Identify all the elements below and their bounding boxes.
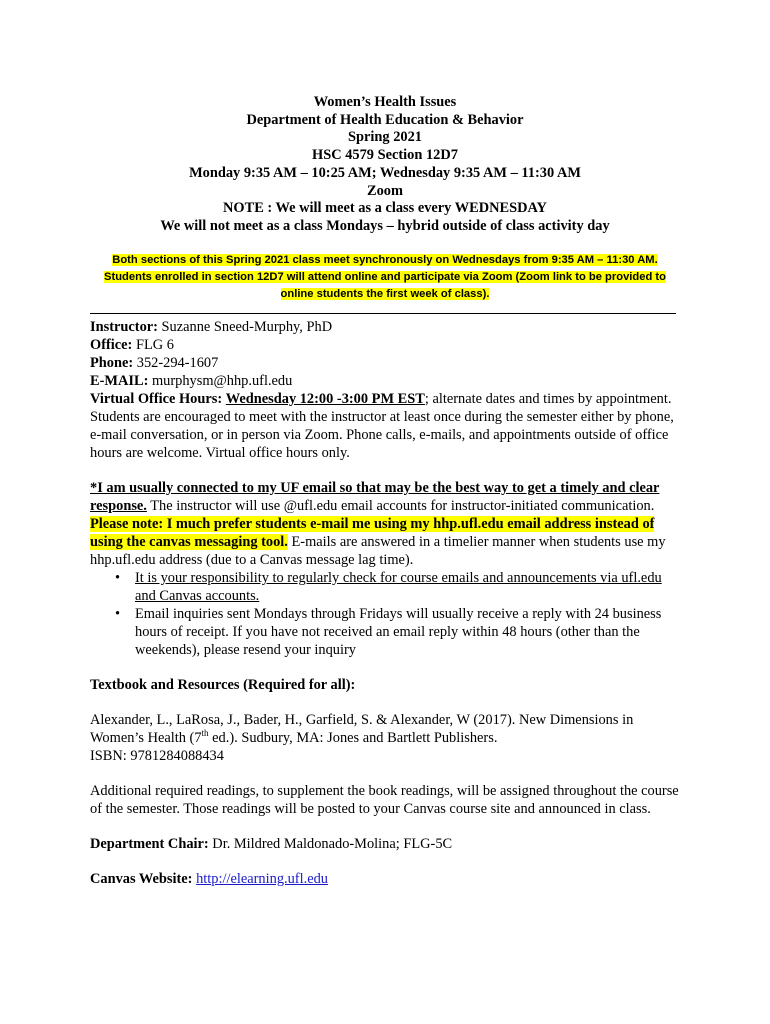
office-hours-value: Wednesday 12:00 -3:00 PM EST: [225, 391, 425, 407]
notice-line-1: Both sections of this Spring 2021 class meet synchronously on Wednesdays from 9:35 AM – 11:30 AM.: [112, 254, 658, 266]
instructor-value: Suzanne Sneed-Murphy, PhD: [157, 319, 333, 335]
office-label: Office:: [90, 337, 133, 353]
textbook-citation: [90, 711, 680, 747]
department-name: Department of Health Education & Behavior: [246, 111, 524, 128]
email-policy-paragraph: [90, 479, 680, 569]
canvas-website-link[interactable]: http://elearning.ufl.edu: [196, 871, 328, 887]
notice-line-2: Students enrolled in section 12D7 will attend online and participate via Zoom (Zoom link to be provided to: [104, 271, 666, 284]
bullet-icon: •: [115, 570, 121, 586]
email-preference-highlight: Please note: I much prefer students e-mail me using my hhp.ufl.edu email address instead of using the canvas messaging tool.: [90, 516, 655, 550]
course-title: Women’s Health Issues: [313, 94, 457, 110]
list-item: [115, 569, 680, 605]
bullet-text-1: It is your responsibility to regularly check for course emails and announcements via ufl.edu and Canvas accounts.: [135, 570, 662, 604]
textbook-heading-text: Textbook and Resources (Required for all):: [90, 677, 356, 693]
office-hours-details: ; alternate dates and times by appointment. Students are encouraged to meet with the instructor at least once during the semester either by phone, e-mail conversation, or in person via Zoom. Phone calls, e-mails, and appointments outside of office hours are welcome. Virtual office hours only.: [90, 391, 674, 461]
canvas-website-line: [90, 870, 680, 888]
instructor-line: [90, 318, 680, 336]
email-value: murphysm@hhp.ufl.edu: [148, 373, 293, 389]
syllabus-body: [90, 318, 680, 888]
bullet-icon: •: [115, 606, 121, 622]
email-policy-text-2: E-mails are answered in a timelier manner when students use my hhp.ufl.edu address (due to a Canvas message lag time).: [90, 534, 666, 568]
email-line: [90, 372, 680, 390]
department-chair-line: [90, 835, 680, 853]
meeting-schedule: Monday 9:35 AM – 10:25 AM; Wednesday 9:35 AM – 11:30 AM: [189, 164, 581, 181]
office-value: FLG 6: [132, 337, 174, 353]
citation-superscript: th: [201, 728, 209, 739]
office-line: [90, 336, 680, 354]
email-policy-text-1: The instructor will use @ufl.edu email accounts for instructor-initiated communication.: [146, 498, 655, 514]
department-chair-label: Department Chair:: [90, 836, 209, 852]
canvas-website-label: Canvas Website:: [90, 871, 193, 887]
hybrid-note: We will not meet as a class Mondays – hybrid outside of class activity day: [160, 217, 610, 234]
syllabus-header: [0, 94, 770, 236]
section-notice: [80, 252, 690, 304]
department-chair-value: Dr. Mildred Maldonado-Molina; FLG-5C: [208, 836, 453, 852]
additional-readings: Additional required readings, to supplement the book readings, will be assigned throughout the course of the semester. Those readings will be posted to your Canvas course site and announced in class.: [90, 783, 679, 817]
textbook-heading: [90, 676, 680, 694]
meeting-location: Zoom: [367, 182, 403, 199]
email-policy-lead: *I am usually connected to my UF email so that may be the best way to get a timely and clear response.: [90, 480, 660, 514]
citation-part-2: ed.). Sudbury, MA: Jones and Bartlett Publishers.: [208, 730, 498, 746]
list-item: [115, 605, 680, 659]
textbook-isbn: ISBN: 9781284088434: [90, 748, 224, 764]
course-section: HSC 4579 Section 12D7: [312, 147, 458, 164]
citation-part-1: Alexander, L., LaRosa, J., Bader, H., Garfield, S. & Alexander, W (2017). New Dimensions in Women’s Health (7: [90, 712, 634, 746]
phone-line: [90, 354, 680, 372]
office-hours-label: Virtual Office Hours:: [90, 391, 223, 407]
office-hours-paragraph: [90, 390, 680, 462]
meeting-note: NOTE : We will meet as a class every WEDNESDAY: [223, 200, 547, 217]
email-label: E-MAIL:: [90, 373, 149, 389]
term: Spring 2021: [348, 129, 422, 146]
notice-line-3: online students the first week of class).: [280, 288, 490, 301]
phone-label: Phone:: [90, 355, 134, 371]
divider-line: [90, 313, 676, 314]
bullet-text-2: Email inquiries sent Mondays through Fridays will usually receive a reply with 24 business hours of receipt. If you have not received an email reply within 48 hours (other than the weekends), please resend your inquiry: [135, 606, 662, 658]
email-policy-list: [90, 569, 680, 659]
phone-value: 352-294-1607: [133, 355, 219, 371]
instructor-label: Instructor:: [90, 319, 158, 335]
